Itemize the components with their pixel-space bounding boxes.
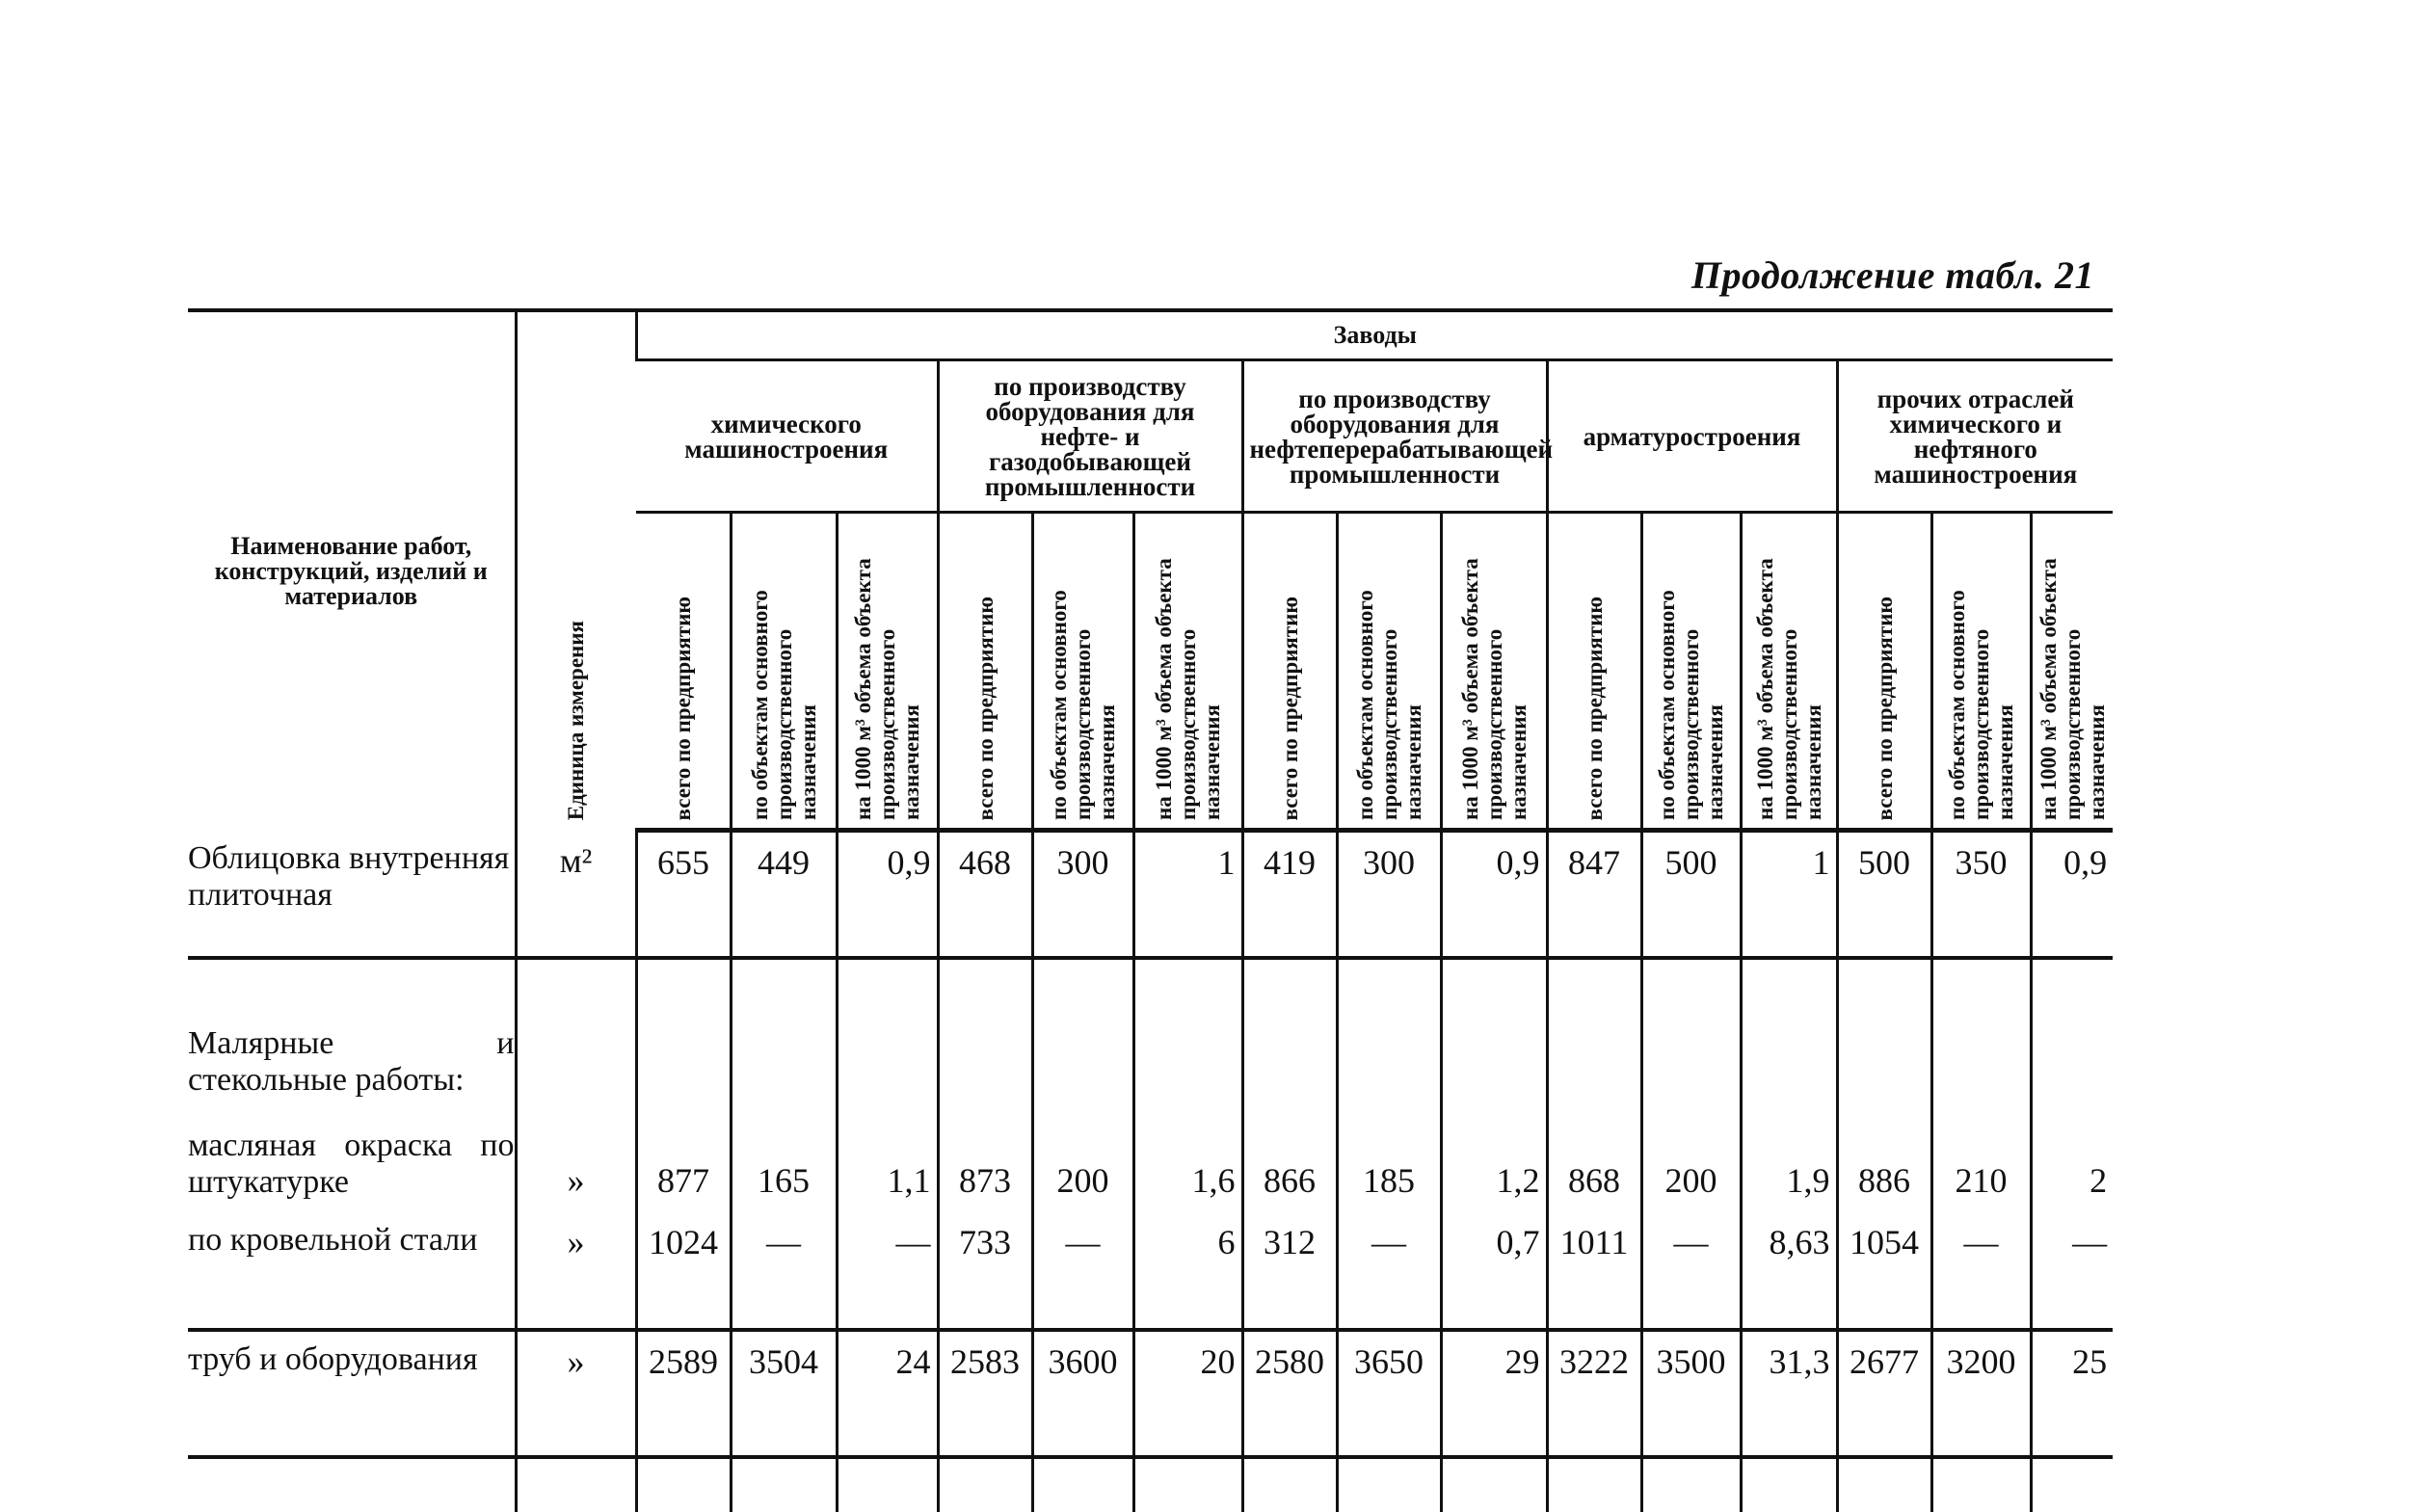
value-cell: 0,9 <box>2031 831 2113 959</box>
subheader-total: всего по предприятию <box>938 513 1032 831</box>
row-unit: » <box>516 958 636 1212</box>
subheader-total: всего по предприятию <box>1242 513 1337 831</box>
value-cell: 419 <box>1242 831 1337 959</box>
row-name: по кровельной стали <box>188 1212 516 1330</box>
empty-cell <box>1741 1457 1837 1512</box>
value-cell: 449 <box>731 831 837 959</box>
value-cell: — <box>1337 1212 1441 1330</box>
subheader-total: всего по предприятию <box>1547 513 1641 831</box>
value-cell: 3200 <box>1931 1330 2031 1457</box>
row-name: труб и оборудования <box>188 1330 516 1457</box>
value-cell: — <box>1931 1212 2031 1330</box>
header-group-valves: арматуростроения <box>1547 360 1837 513</box>
value-cell: — <box>731 1212 837 1330</box>
value-cell: 165 <box>731 958 837 1212</box>
empty-cell <box>837 1457 938 1512</box>
value-cell: 500 <box>1837 831 1931 959</box>
header-name-column: Наименование работ, конструкций, изделий и материалов <box>188 310 516 831</box>
subheader-total: всего по предприятию <box>1837 513 1931 831</box>
subheader-per-1000: на 1000 м³ объема объекта производственного назначения <box>1441 513 1547 831</box>
header-group-other: прочих отраслей химического и нефтяного машиностроения <box>1837 360 2113 513</box>
value-cell: 0,9 <box>837 831 938 959</box>
empty-cell <box>1032 1457 1133 1512</box>
value-cell: 866 <box>1242 958 1337 1212</box>
value-cell: 200 <box>1641 958 1741 1212</box>
empty-cell <box>938 1457 1032 1512</box>
value-cell: 185 <box>1337 958 1441 1212</box>
subheader-main-objects: по объектам основного производственного назначения <box>1931 513 2031 831</box>
table-row <box>188 958 2113 1212</box>
value-cell: 25 <box>2031 1330 2113 1457</box>
empty-cell <box>1242 1457 1337 1512</box>
value-cell: 0,9 <box>1441 831 1547 959</box>
value-cell: 20 <box>1133 1330 1242 1457</box>
empty-cell <box>1337 1457 1441 1512</box>
value-cell: 1 <box>1741 831 1837 959</box>
empty-cell <box>636 1457 731 1512</box>
value-cell: 2677 <box>1837 1330 1931 1457</box>
value-cell: 210 <box>1931 958 2031 1212</box>
value-cell: 1,1 <box>837 958 938 1212</box>
value-cell: 1024 <box>636 1212 731 1330</box>
empty-cell <box>1441 1457 1547 1512</box>
header-factories: Заводы <box>636 310 2113 360</box>
value-cell: 873 <box>938 958 1032 1212</box>
subheader-per-1000: на 1000 м³ объема объекта производственного назначения <box>2031 513 2113 831</box>
table-row <box>188 1212 2113 1330</box>
row-name: масляная окраска по штукатурке <box>188 1127 515 1200</box>
value-cell: 1,2 <box>1441 958 1547 1212</box>
value-cell: 3650 <box>1337 1330 1441 1457</box>
subheader-per-1000: на 1000 м³ объема объекта производственного назначения <box>1741 513 1837 831</box>
value-cell: 2589 <box>636 1330 731 1457</box>
header-group-oil-refining: по производству оборудования для нефтеперерабатывающей промышленности <box>1242 360 1547 513</box>
row-name: Облицовка внутренняя плиточная <box>188 831 516 959</box>
value-cell: 868 <box>1547 958 1641 1212</box>
value-cell: 1011 <box>1547 1212 1641 1330</box>
value-cell: 2580 <box>1242 1330 1337 1457</box>
subheader-per-1000: на 1000 м³ объема объекта производственного назначения <box>1133 513 1242 831</box>
value-cell: 3222 <box>1547 1330 1641 1457</box>
value-cell: 8,63 <box>1741 1212 1837 1330</box>
header-unit-label: Единица измерения <box>564 621 588 821</box>
empty-cell <box>2031 1457 2113 1512</box>
value-cell: 1054 <box>1837 1212 1931 1330</box>
header-group-chemical: химического машиностроения <box>636 360 938 513</box>
empty-cell <box>731 1457 837 1512</box>
value-cell: 886 <box>1837 958 1931 1212</box>
subheader-main-objects: по объектам основного производственного назначения <box>731 513 837 831</box>
value-cell: 2 <box>2031 958 2113 1212</box>
subheader-total: всего по предприятию <box>636 513 731 831</box>
subheader-main-objects: по объектам основного производственного назначения <box>1032 513 1133 831</box>
value-cell: — <box>837 1212 938 1330</box>
value-cell: 3500 <box>1641 1330 1741 1457</box>
table-row-empty <box>188 1457 2113 1512</box>
header-unit-column <box>516 310 636 831</box>
value-cell: 3600 <box>1032 1330 1133 1457</box>
subheader-per-1000: на 1000 м³ объема объекта производственного назначения <box>837 513 938 831</box>
row-section-heading: Малярные и стекольные работы: <box>188 1025 515 1098</box>
subheader-main-objects: по объектам основного производственного назначения <box>1641 513 1741 831</box>
value-cell: 300 <box>1337 831 1441 959</box>
value-cell: 733 <box>938 1212 1032 1330</box>
value-cell: 1,6 <box>1133 958 1242 1212</box>
empty-cell <box>1931 1457 2031 1512</box>
value-cell: 6 <box>1133 1212 1242 1330</box>
empty-cell <box>1547 1457 1641 1512</box>
row-unit: » <box>516 1330 636 1457</box>
value-cell: 877 <box>636 958 731 1212</box>
value-cell: 1 <box>1133 831 1242 959</box>
data-table <box>188 308 2113 1512</box>
header-group-oil-gas-extraction: по производству оборудования для нефте- и газодобывающей промышленности <box>938 360 1242 513</box>
value-cell: — <box>2031 1212 2113 1330</box>
value-cell: 847 <box>1547 831 1641 959</box>
value-cell: 2583 <box>938 1330 1032 1457</box>
value-cell: 312 <box>1242 1212 1337 1330</box>
row-unit: м² <box>516 831 636 959</box>
value-cell: 31,3 <box>1741 1330 1837 1457</box>
row-name-cell <box>188 958 516 1212</box>
value-cell: 200 <box>1032 958 1133 1212</box>
value-cell: — <box>1032 1212 1133 1330</box>
value-cell: 29 <box>1441 1330 1547 1457</box>
value-cell: 1,9 <box>1741 958 1837 1212</box>
table-row <box>188 1330 2113 1457</box>
value-cell: — <box>1641 1212 1741 1330</box>
value-cell: 24 <box>837 1330 938 1457</box>
value-cell: 300 <box>1032 831 1133 959</box>
row-unit: » <box>516 1212 636 1330</box>
table-row <box>188 831 2113 959</box>
value-cell: 3504 <box>731 1330 837 1457</box>
value-cell: 468 <box>938 831 1032 959</box>
value-cell: 0,7 <box>1441 1212 1547 1330</box>
empty-cell <box>516 1457 636 1512</box>
table-caption: Продолжение табл. 21 <box>1690 253 2094 297</box>
empty-cell <box>188 1457 516 1512</box>
empty-cell <box>1837 1457 1931 1512</box>
empty-cell <box>1133 1457 1242 1512</box>
empty-cell <box>1641 1457 1741 1512</box>
value-cell: 350 <box>1931 831 2031 959</box>
value-cell: 655 <box>636 831 731 959</box>
value-cell: 500 <box>1641 831 1741 959</box>
subheader-main-objects: по объектам основного производственного назначения <box>1337 513 1441 831</box>
